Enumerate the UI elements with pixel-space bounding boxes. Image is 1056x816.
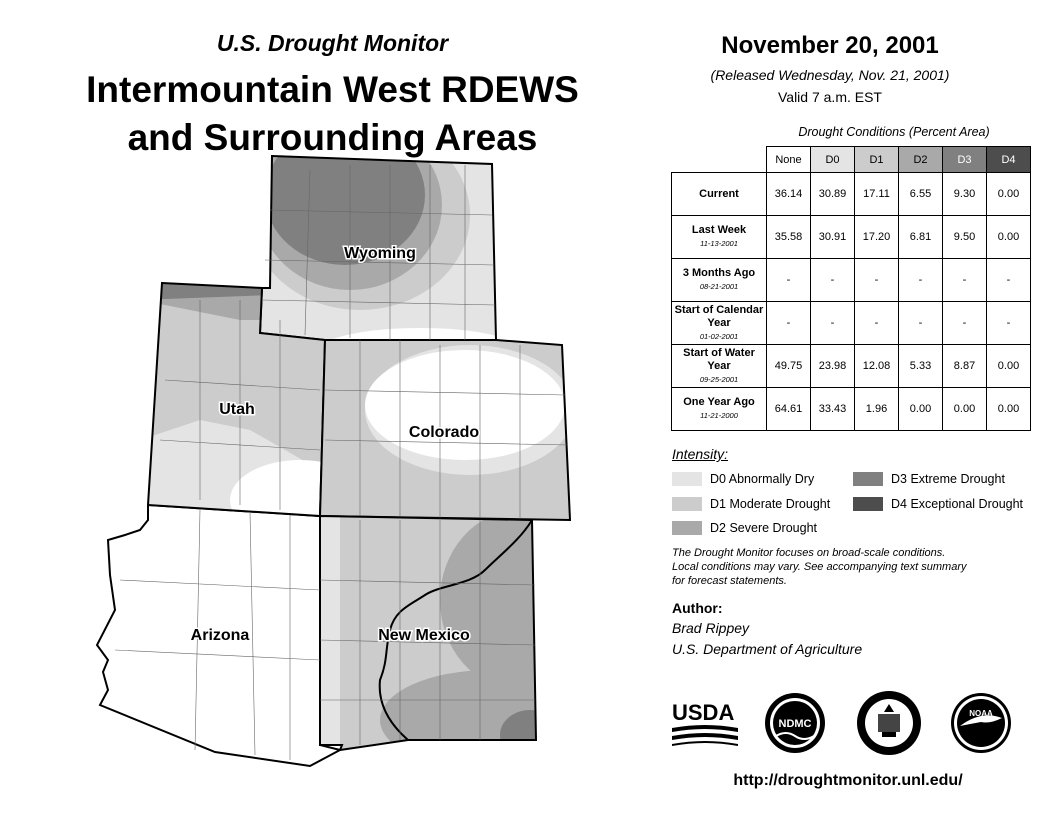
col-header-d3: D3 (943, 147, 987, 173)
legend-label: D1 Moderate Drought (710, 497, 831, 511)
table-cell: 36.14 (767, 173, 811, 216)
table-row (672, 345, 1031, 388)
state-label-wyoming: Wyoming (344, 245, 416, 262)
valid-time: Valid 7 a.m. EST (777, 89, 882, 105)
table-cell: 0.00 (943, 388, 987, 431)
author-organization: U.S. Department of Agriculture (672, 641, 863, 657)
legend-label: D3 Extreme Drought (891, 472, 1005, 486)
table-cell: - (811, 259, 855, 302)
state-label-arizona: Arizona (190, 627, 250, 644)
col-header-none: None (767, 147, 811, 173)
row-label (672, 388, 767, 431)
disclaimer-note (672, 546, 1022, 588)
row-label (672, 259, 767, 302)
table-corner (672, 147, 767, 173)
table-cell: 49.75 (767, 345, 811, 388)
table-cell: 23.98 (811, 345, 855, 388)
table-cell: - (855, 259, 899, 302)
row-label-text: 3 Months Ago (682, 267, 756, 279)
col-header-d1: D1 (855, 147, 899, 173)
row-date: 01-02-2001 (699, 331, 739, 341)
note-line: Local conditions may vary. See accompanying text summary (672, 561, 967, 573)
table-cell: - (767, 302, 811, 345)
table-cell: - (855, 302, 899, 345)
table-cell: - (767, 259, 811, 302)
table-header-row (672, 147, 1031, 173)
state-label-utah: Utah (219, 401, 255, 418)
map-subtitle: U.S. Drought Monitor (216, 30, 449, 56)
author-label: Author: (672, 600, 723, 616)
table-cell: 64.61 (767, 388, 811, 431)
row-date: 08-21-2001 (699, 282, 739, 291)
legend-label: D0 Abnormally Dry (710, 472, 815, 486)
website-url[interactable]: http://droughtmonitor.unl.edu/ (733, 772, 963, 789)
row-date: 11-21-2000 (700, 411, 738, 420)
row-label (672, 216, 767, 259)
col-header-d4: D4 (987, 147, 1031, 173)
author-name: Brad Rippey (672, 620, 750, 636)
table-row (672, 302, 1031, 345)
ndmc-logo-text: NDMC (778, 718, 812, 730)
table-cell: - (943, 259, 987, 302)
row-label-text: Current (699, 187, 739, 200)
table-cell: - (811, 302, 855, 345)
col-header-d2: D2 (899, 147, 943, 173)
usda-logo-text: USDA (672, 700, 735, 725)
noaa-logo-text: NOAA (969, 709, 993, 718)
usda-logo (670, 692, 740, 752)
table-cell: 6.55 (899, 173, 943, 216)
table-cell: 17.20 (855, 216, 899, 259)
table-cell: 0.00 (987, 216, 1031, 259)
table-cell: 12.08 (855, 345, 899, 388)
table-cell: - (943, 302, 987, 345)
state-label-new-mexico: New Mexico (378, 627, 470, 644)
drought-conditions-table (671, 146, 1031, 431)
noaa-logo (950, 692, 1012, 754)
row-date: 09-25-2001 (699, 374, 739, 384)
table-row (672, 173, 1031, 216)
table-cell: - (899, 302, 943, 345)
row-label-text: Last Week (691, 224, 747, 236)
legend-item-d2 (672, 521, 817, 535)
table-cell: 5.33 (899, 345, 943, 388)
legend-item-d3 (853, 472, 1005, 486)
legend-swatch (672, 472, 702, 486)
row-label-text: Start of Water Year (683, 346, 755, 372)
table-cell: - (899, 259, 943, 302)
map-title-line-1: Intermountain West RDEWS (86, 69, 579, 110)
legend-swatch (672, 521, 702, 535)
ndmc-logo (764, 692, 826, 754)
table-cell: 0.00 (987, 173, 1031, 216)
table-cell: 9.30 (943, 173, 987, 216)
release-date: (Released Wednesday, Nov. 21, 2001) (710, 67, 950, 83)
table-caption: Drought Conditions (Percent Area) (798, 125, 990, 139)
legend-swatch (853, 472, 883, 486)
legend-title: Intensity: (672, 446, 729, 462)
table-cell: 6.81 (899, 216, 943, 259)
table-cell: 30.89 (811, 173, 855, 216)
table-row (672, 216, 1031, 259)
row-label (672, 302, 767, 345)
table-cell: 30.91 (811, 216, 855, 259)
table-cell: 9.50 (943, 216, 987, 259)
table-cell: - (987, 302, 1031, 345)
row-label (672, 345, 767, 388)
table-cell: 17.11 (855, 173, 899, 216)
table-cell: 8.87 (943, 345, 987, 388)
legend-item-d1 (672, 497, 830, 511)
row-date: 11-13-2001 (700, 239, 738, 248)
legend-swatch (672, 497, 702, 511)
legend-item-d4 (853, 497, 1023, 511)
table-cell: 0.00 (987, 388, 1031, 431)
legend-label: D2 Severe Drought (710, 521, 818, 535)
table-cell: 1.96 (855, 388, 899, 431)
table-cell: 0.00 (899, 388, 943, 431)
commerce-seal-logo (856, 690, 922, 756)
legend-item-d0 (672, 472, 814, 486)
note-line: for forecast statements. (672, 575, 787, 587)
row-label (672, 173, 767, 216)
table-cell: 35.58 (767, 216, 811, 259)
row-label-text: One Year Ago (683, 396, 755, 408)
drought-map (0, 150, 640, 780)
table-cell: - (987, 259, 1031, 302)
table-row (672, 259, 1031, 302)
table-cell: 33.43 (811, 388, 855, 431)
legend-swatch (853, 497, 883, 511)
note-line: The Drought Monitor focuses on broad-scale conditions. (672, 547, 946, 559)
map-title-line-2: and Surrounding Areas (127, 117, 538, 158)
col-header-d0: D0 (811, 147, 855, 173)
row-label-text: Start of Calendar Year (674, 303, 764, 329)
table-row (672, 388, 1031, 431)
state-label-colorado: Colorado (408, 424, 480, 441)
legend-label: D4 Exceptional Drought (891, 497, 1024, 511)
table-cell: 0.00 (987, 345, 1031, 388)
map-date: November 20, 2001 (721, 32, 939, 59)
